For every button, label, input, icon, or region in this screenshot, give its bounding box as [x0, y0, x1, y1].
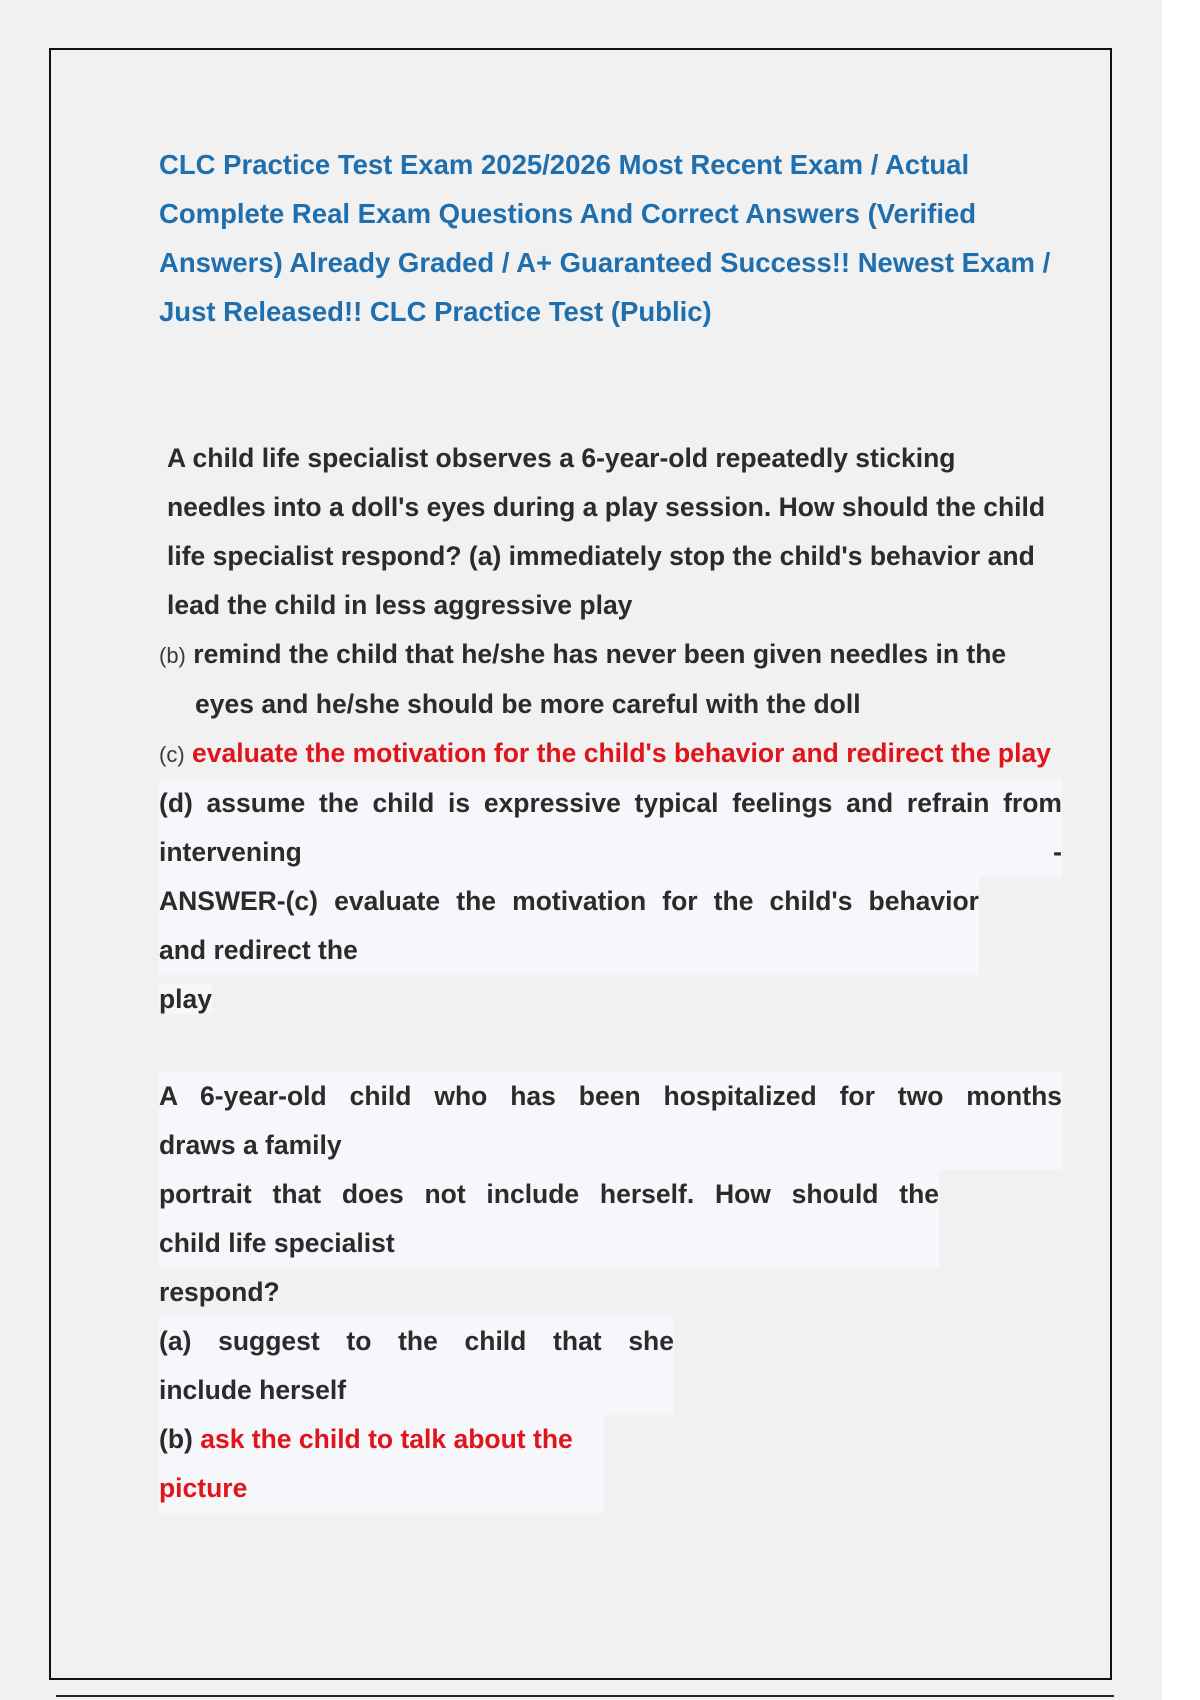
- option-b-text: remind the child that he/she has never been given needles in the eyes and he/she should be more careful with the doll: [193, 639, 1007, 719]
- question-1-answer-line-1: ANSWER-(c) evaluate the motivation for the child's behavior: [159, 877, 979, 926]
- option-c-correct-text: evaluate the motivation for the child's behavior and redirect the play: [192, 738, 1051, 768]
- question-2-option-b-correct-text: ask the child to talk about the: [200, 1424, 573, 1454]
- question-2-option-b-line-2: [159, 1464, 604, 1513]
- question-2-line-5: respond?: [159, 1277, 280, 1307]
- question-1-option-b: [159, 630, 1059, 729]
- question-2-line-1: A 6-year-old child who has been hospitalized for two months: [159, 1072, 1062, 1121]
- page-content: [159, 140, 1062, 1513]
- question-2-option-b-line-1: [159, 1415, 604, 1464]
- question-2-line-3: portrait that does not include herself. How should the: [159, 1170, 939, 1219]
- option-c-letter: (c): [159, 742, 185, 767]
- question-1-answer-line-2: and redirect the: [159, 926, 979, 975]
- option-b-letter: (b): [159, 643, 186, 668]
- question-1-answer-line-3: [159, 975, 1059, 1024]
- right-margin-strip: [1162, 0, 1200, 1700]
- question-2-option-a-line-2: include herself: [159, 1366, 674, 1415]
- bottom-rule: [56, 1695, 1114, 1697]
- question-1: [159, 434, 1062, 1024]
- question-2-option-b-letter: (b): [159, 1424, 193, 1454]
- question-2-option-a-line-1: (a) suggest to the child that she: [159, 1317, 674, 1366]
- question-1-stem: A child life specialist observes a 6-year-old repeatedly sticking needles into a doll's eyes during a play session. How should the child life specialist respond? (a) immediately stop the child's behavior and lead the child in less aggressive play: [167, 443, 1046, 620]
- document-title: CLC Practice Test Exam 2025/2026 Most Recent Exam / Actual Complete Real Exam Questions And Correct Answers (Verified Answers) Already Graded / A+ Guaranteed Success!! Newest Exam / Just Released!! CLC Practice Test (Public): [159, 149, 1051, 327]
- question-2-option-b-correct-text-cont: picture: [159, 1473, 248, 1503]
- answer-word-play: play: [159, 984, 213, 1014]
- question-2: [159, 1072, 1062, 1513]
- question-1-option-c: [159, 729, 1059, 779]
- question-1-option-d: (d) assume the child is expressive typical feelings and refrain from intervening -: [159, 779, 1062, 877]
- question-2-line-2: draws a family: [159, 1121, 1062, 1170]
- question-2-line-4: child life specialist: [159, 1219, 939, 1268]
- document-page: [49, 48, 1112, 1680]
